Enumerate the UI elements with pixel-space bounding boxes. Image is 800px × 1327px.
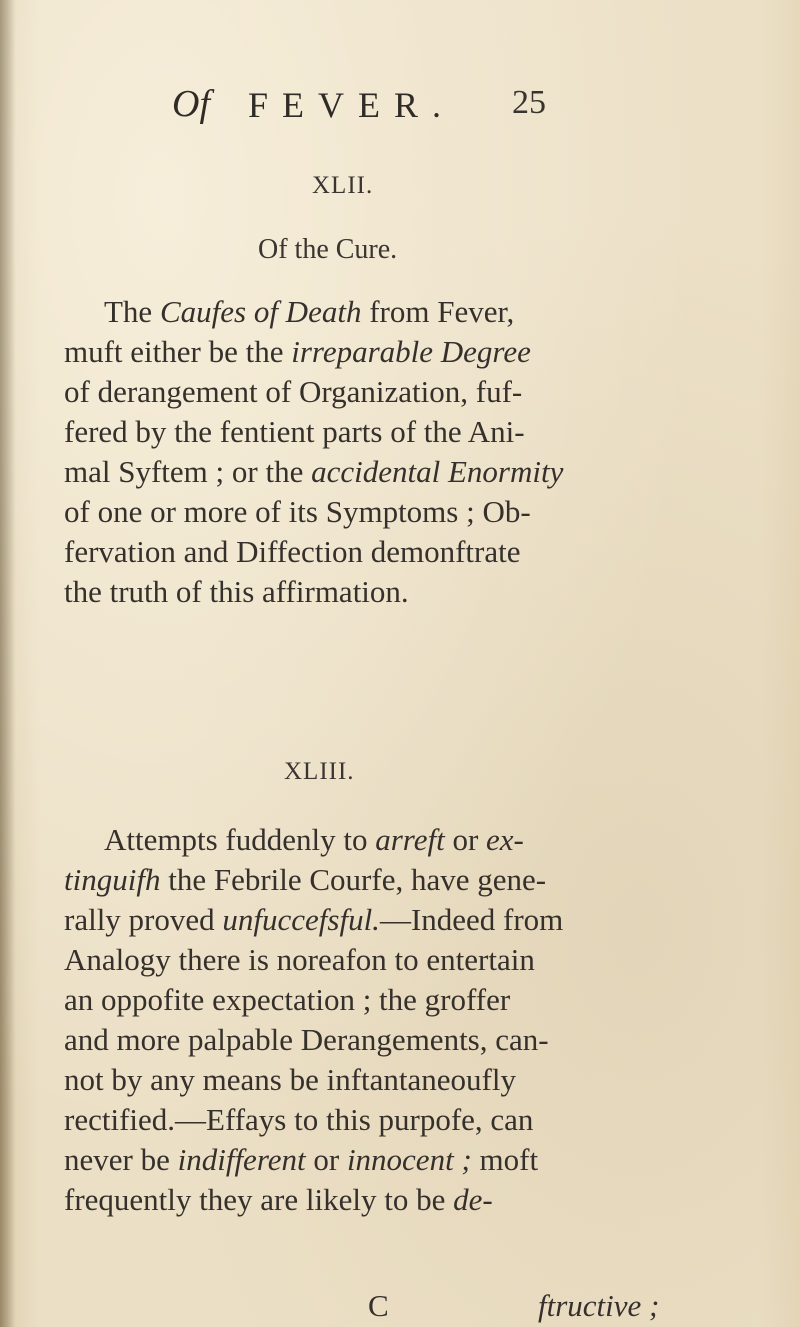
section-number-text: XLII. <box>312 172 374 199</box>
text-line <box>64 1180 563 1220</box>
text-run: frequently they are likely to be <box>64 1182 454 1217</box>
text-run: rally proved <box>64 902 223 937</box>
text-line <box>64 1100 563 1140</box>
paragraph-xlii <box>64 292 563 612</box>
text-run: Attempts fuddenly to <box>104 822 376 857</box>
text-run: not by any means be inftantaneoufly <box>64 1062 516 1097</box>
text-line <box>64 1060 563 1100</box>
text-run: or <box>305 1142 347 1177</box>
text-run: never be <box>64 1142 178 1177</box>
italic-run: arreft <box>375 822 445 857</box>
text-run: of one or more of its Symptoms ; Ob- <box>64 494 531 529</box>
text-line <box>64 572 563 612</box>
running-head-title: FEVER. <box>248 85 456 125</box>
section-number-text: XLIII. <box>284 758 355 785</box>
text-run: the Febrile Courfe, have gene- <box>160 862 547 897</box>
text-run: the truth of this affirmation. <box>64 574 409 609</box>
italic-run: irreparable Degree <box>291 334 531 369</box>
text-line <box>64 452 563 492</box>
text-run: mal Syftem ; or the <box>64 454 312 489</box>
text-run: from Fever, <box>361 294 515 329</box>
text-run: fervation and Diffection demonftrate <box>64 534 521 569</box>
italic-run: innocent ; <box>346 1142 472 1177</box>
text-line <box>64 980 563 1020</box>
catchword: ftructive ; <box>538 1288 660 1323</box>
italic-run: indifferent <box>177 1142 306 1177</box>
text-run: The <box>104 294 160 329</box>
paragraph-xliii <box>64 820 563 1220</box>
text-line <box>64 1020 563 1060</box>
italic-run: accidental Enormity <box>311 454 564 489</box>
page-footer <box>0 1286 800 1326</box>
text-line <box>64 860 563 900</box>
text-line <box>64 332 563 372</box>
italic-run: ex- <box>486 822 524 857</box>
text-run: fered by the fentient parts of the Ani- <box>64 414 525 449</box>
text-line <box>64 292 563 332</box>
text-run: moft <box>471 1142 539 1177</box>
text-line <box>64 940 563 980</box>
running-head <box>0 70 800 130</box>
text-run: an oppofite expectation ; the groffer <box>64 982 511 1017</box>
running-head-of: Of <box>172 83 210 125</box>
section-title-text: Of the Cure. <box>258 234 398 265</box>
text-run: —Indeed from <box>379 902 564 937</box>
page-number: 25 <box>512 84 546 121</box>
text-line <box>64 412 563 452</box>
italic-run: unfuccefsful. <box>222 902 380 937</box>
text-line <box>64 372 563 412</box>
italic-run: tinguifh <box>64 862 161 897</box>
text-run: Analogy there is noreafon to entertain <box>64 942 535 977</box>
text-run: of derangement of Organization, fuf- <box>64 374 523 409</box>
text-run: rectified.—Effays to this purpofe, can <box>64 1102 534 1137</box>
text-run: or <box>444 822 487 857</box>
text-line <box>64 1140 563 1180</box>
text-line <box>64 900 563 940</box>
signature-mark: C <box>368 1288 389 1323</box>
text-line <box>64 492 563 532</box>
text-run: and more palpable Derangements, can- <box>64 1022 549 1057</box>
binding-shadow <box>0 0 16 1327</box>
text-line <box>64 532 563 572</box>
text-line <box>64 820 563 860</box>
text-run: muft either be the <box>64 334 292 369</box>
italic-run: Caufes of Death <box>159 294 362 329</box>
italic-run: de- <box>453 1182 493 1217</box>
